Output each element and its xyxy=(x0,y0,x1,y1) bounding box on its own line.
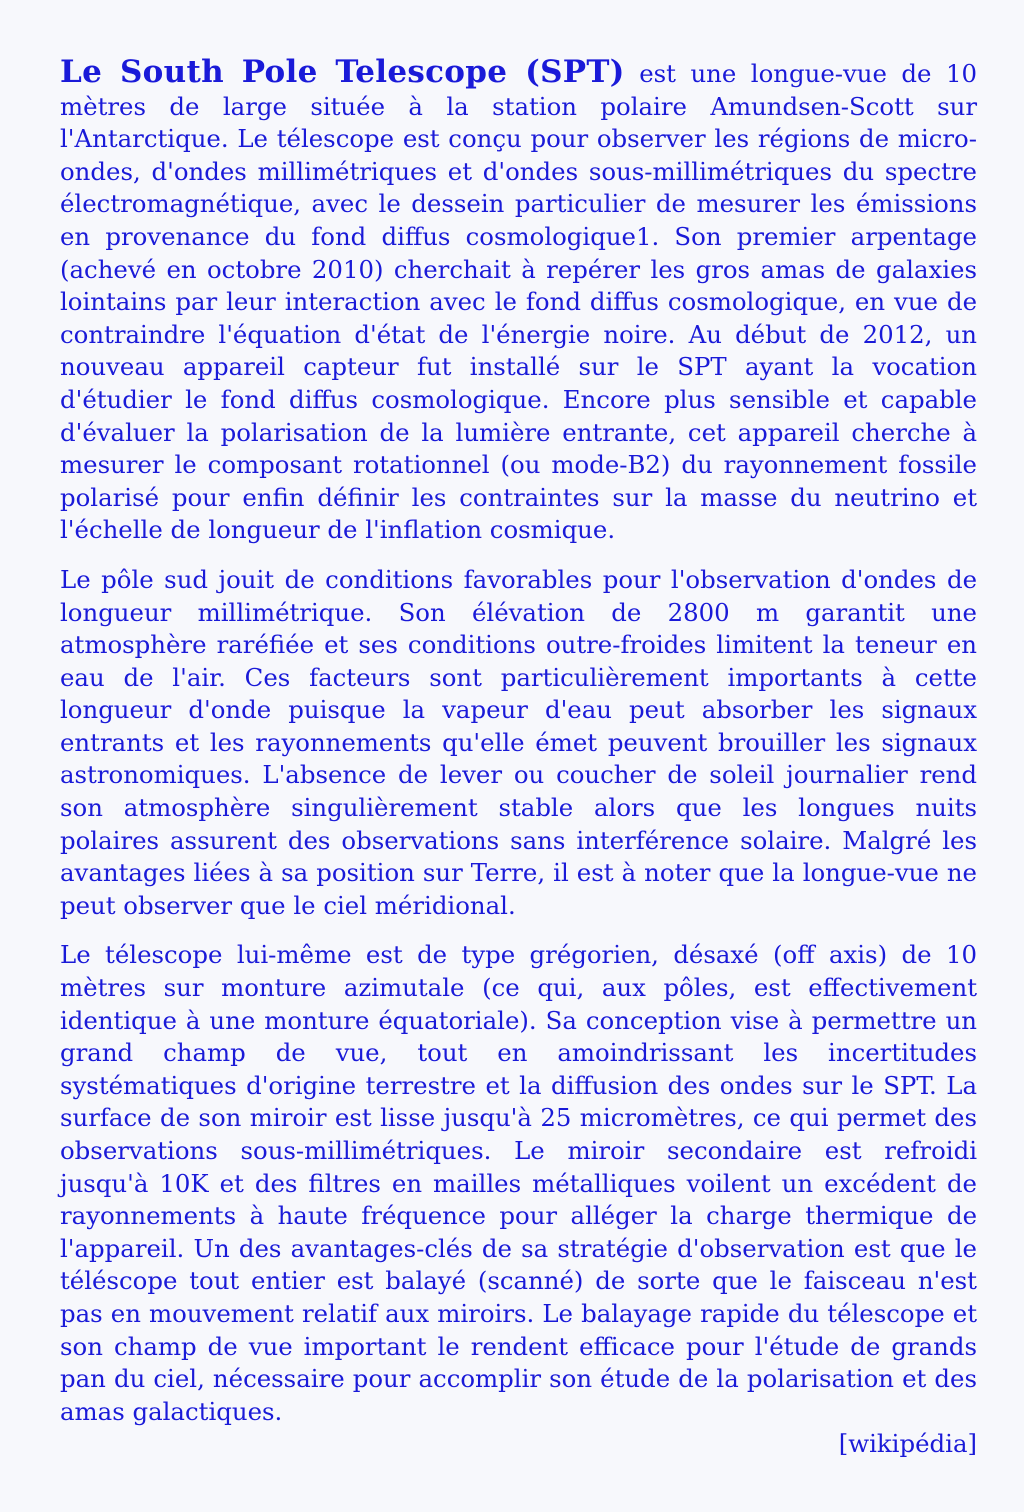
source-citation: [wikipédia] xyxy=(838,1429,977,1459)
paragraph-1-text: est une longue-vue de 10 mètres de large située à la station polaire Amundsen-Scott sur l'Antarctique. Le télescope est conçu pour observer les régions de micro-ondes, d'ondes millimétriques et d'ondes sous-millimétriques du spectre électromagnétique, avec le dessein particulier de mesurer les émissions en provenance du fond diffus cosmologique1. Son premier arpentage (achevé en octobre 2010) cherchait à repérer les gros amas de galaxies lointains par leur interaction avec le fond diffus cosmologique, en vue de contraindre l'équation d'état de l'énergie noire. Au début de 2012, un nouveau appareil capteur fut installé sur le SPT ayant la vocation d'étudier le fond diffus cosmologique. Encore plus sensible et capable d'évaluer la polarisation de la lumière entrante, cet appareil cherche à mesurer le composant rotationnel (ou mode-B2) du rayonnement fossile polarisé pour enfin définir les contraintes sur la masse du neutrino et l'échelle de longueur de l'inflation cosmique. xyxy=(60,59,977,545)
paragraph-1 xyxy=(60,56,977,547)
paragraph-2: Le pôle sud jouit de conditions favorables pour l'observation d'ondes de longueur millimétrique. Son élévation de 2800 m garantit une atmosphère raréfiée et ses conditions outre-froides limitent la teneur en eau de l'air. Ces facteurs sont particulièrement importants à cette longueur d'onde puisque la vapeur d'eau peut absorber les signaux entrants et les rayonnements qu'elle émet peuvent brouiller les signaux astronomiques. L'absence de lever ou coucher de soleil journalier rend son atmosphère singulièrement stable alors que les longues nuits polaires assurent des observations sans interférence solaire. Malgré les avantages liées à sa position sur Terre, il est à noter que la longue-vue ne peut observer que le ciel méridional. xyxy=(60,564,977,920)
paragraph-3: Le télescope lui-même est de type grégorien, désaxé (off axis) de 10 mètres sur monture azimutale (ce qui, aux pôles, est effectivement identique à une monture équatoriale). Sa conception vise à permettre un grand champ de vue, tout en amoindrissant les incertitudes systématiques d'origine terrestre et la diffusion des ondes sur le SPT. La surface de son miroir est lisse jusqu'à 25 micromètres, ce qui permet des observations sous-millimétriques. Le miroir secondaire est refroidi jusqu'à 10K et des filtres en mailles métalliques voilent un excédent de rayonnements à haute fréquence pour alléger la charge thermique de l'appareil. Un des avantages-clés de sa stratégie d'observation est que le téléscope tout entier est balayé (scanné) de sorte que le faisceau n'est pas en mouvement relatif aux miroirs. Le balayage rapide du télescope et son champ de vue important le rendent efficace pour l'étude de grands pan du ciel, nécessaire pour accomplir son étude de la polarisation et des amas galactiques. xyxy=(60,940,977,1426)
article-title: Le South Pole Telescope (SPT) xyxy=(60,54,625,90)
article-body xyxy=(60,56,977,1460)
